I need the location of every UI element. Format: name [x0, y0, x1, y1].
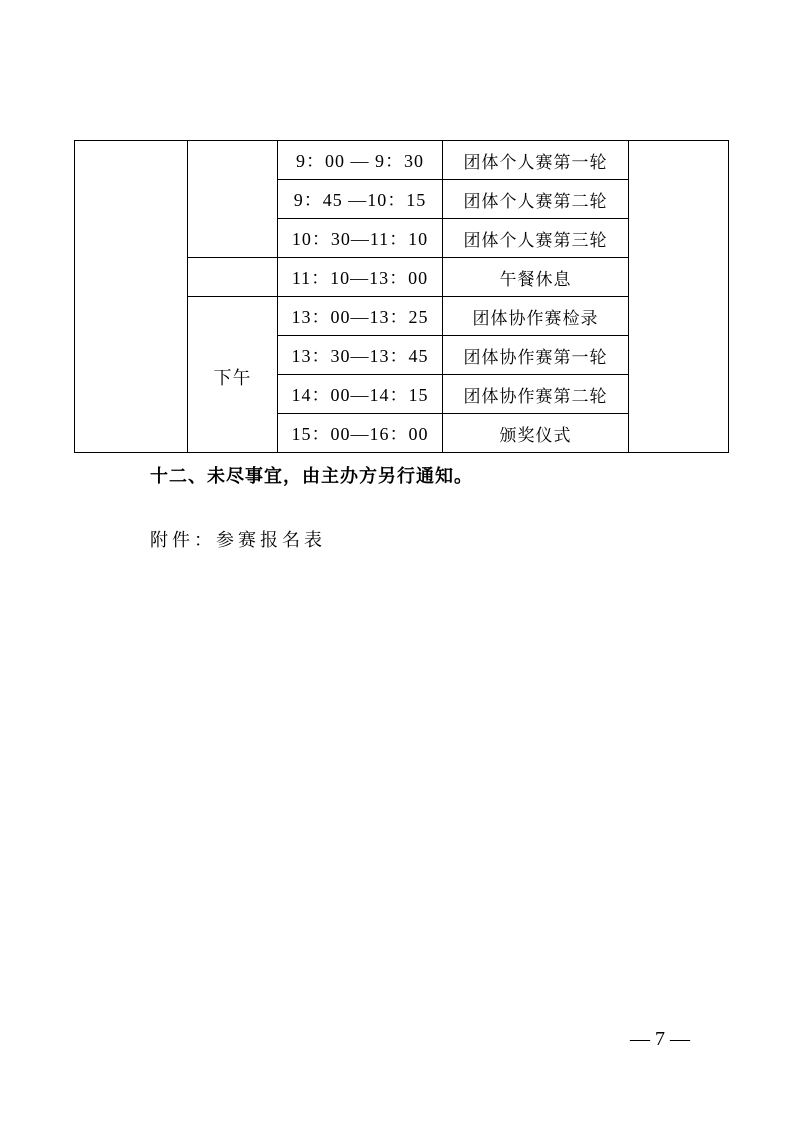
- activity-cell: 颁奖仪式: [443, 414, 629, 453]
- table-row: [75, 141, 729, 180]
- date-cell: [75, 141, 188, 453]
- time-cell: 9：45 —10：15: [278, 180, 443, 219]
- time-cell: 14：00—14：15: [278, 375, 443, 414]
- activity-cell: 团体个人赛第二轮: [443, 180, 629, 219]
- time-cell: 10：30—11：10: [278, 219, 443, 258]
- activity-cell: 团体协作赛检录: [443, 297, 629, 336]
- activity-cell: 团体个人赛第三轮: [443, 219, 629, 258]
- page-number: — 7 —: [630, 1028, 690, 1050]
- section-heading: 十二、未尽事宜，由主办方另行通知。: [150, 466, 473, 487]
- activity-cell: 午餐休息: [443, 258, 629, 297]
- time-cell: 13：00—13：25: [278, 297, 443, 336]
- time-cell: 13：30—13：45: [278, 336, 443, 375]
- remarks-cell: [629, 141, 729, 453]
- schedule-table: [74, 140, 729, 453]
- time-cell: 11：10—13：00: [278, 258, 443, 297]
- activity-cell: 团体个人赛第一轮: [443, 141, 629, 180]
- time-cell: 15：00—16：00: [278, 414, 443, 453]
- activity-cell: 团体协作赛第二轮: [443, 375, 629, 414]
- attachment-line: 附件：参赛报名表: [150, 530, 326, 551]
- afternoon-period-cell: 下午: [188, 297, 278, 453]
- time-cell: 9：00 — 9：30: [278, 141, 443, 180]
- lunch-period-cell: [188, 258, 278, 297]
- activity-cell: 团体协作赛第一轮: [443, 336, 629, 375]
- morning-period-cell: [188, 141, 278, 258]
